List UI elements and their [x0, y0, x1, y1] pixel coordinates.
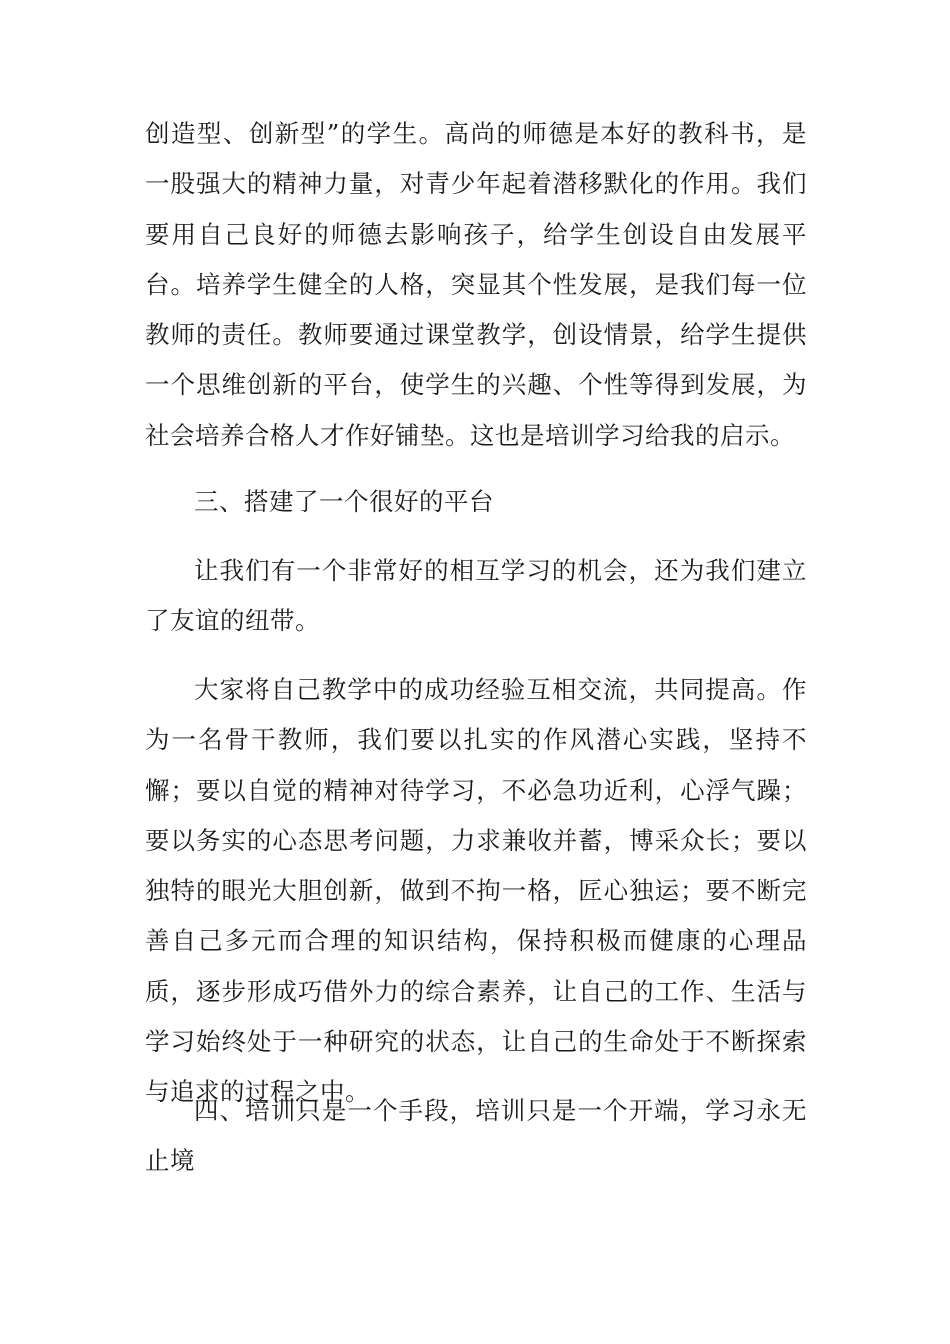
paragraph-text: 大家将自己教学中的成功经验互相交流，共同提高。作为一名骨干教师，我们要以扎实的作风潜心实践，坚持不懈；要以自觉的精神对待学习，不必急功近利，心浮气躁；要以务实的心态思考问题，力求兼收并蓄，博采众长；要以独特的眼光大胆创新，做到不拘一格，匠心独运；要不断完善自己多元而合理的知识结构，保持积极而健康的心理品质，逐步形成巧借外力的综合素养，让自己的工作、生活与学习始终处于一种研究的状态，让自己的生命处于不断探索与追求的过程之中。: [145, 675, 807, 1107]
paragraph-text: 让我们有一个非常好的相互学习的机会，还为我们建立了友谊的纽带。: [145, 556, 807, 636]
section-heading-3: [145, 477, 807, 527]
heading-text: 三、搭建了一个很好的平台: [194, 487, 494, 516]
section-heading-4: [145, 1086, 807, 1187]
paragraph-experience: [145, 665, 807, 1118]
paragraph-text: 创造型、创新型”的学生。高尚的师德是本好的教科书，是一股强大的精神力量，对青少年起着潜移默化的作用。我们要用自己良好的师德去影响孩子，给学生创设自由发展平台。培养学生健全的人格，突显其个性发展，是我们每一位教师的责任。教师要通过课堂教学，创设情景，给学生提供一个思维创新的平台，使学生的兴趣、个性等得到发展，为社会培养合格人才作好铺垫。这也是培训学习给我的启示。: [145, 119, 807, 450]
paragraph-platform: [145, 546, 807, 647]
heading-text: 四、培训只是一个手段，培训只是一个开端，学习永无止境: [145, 1096, 807, 1176]
paragraph-continuation: [145, 109, 807, 461]
